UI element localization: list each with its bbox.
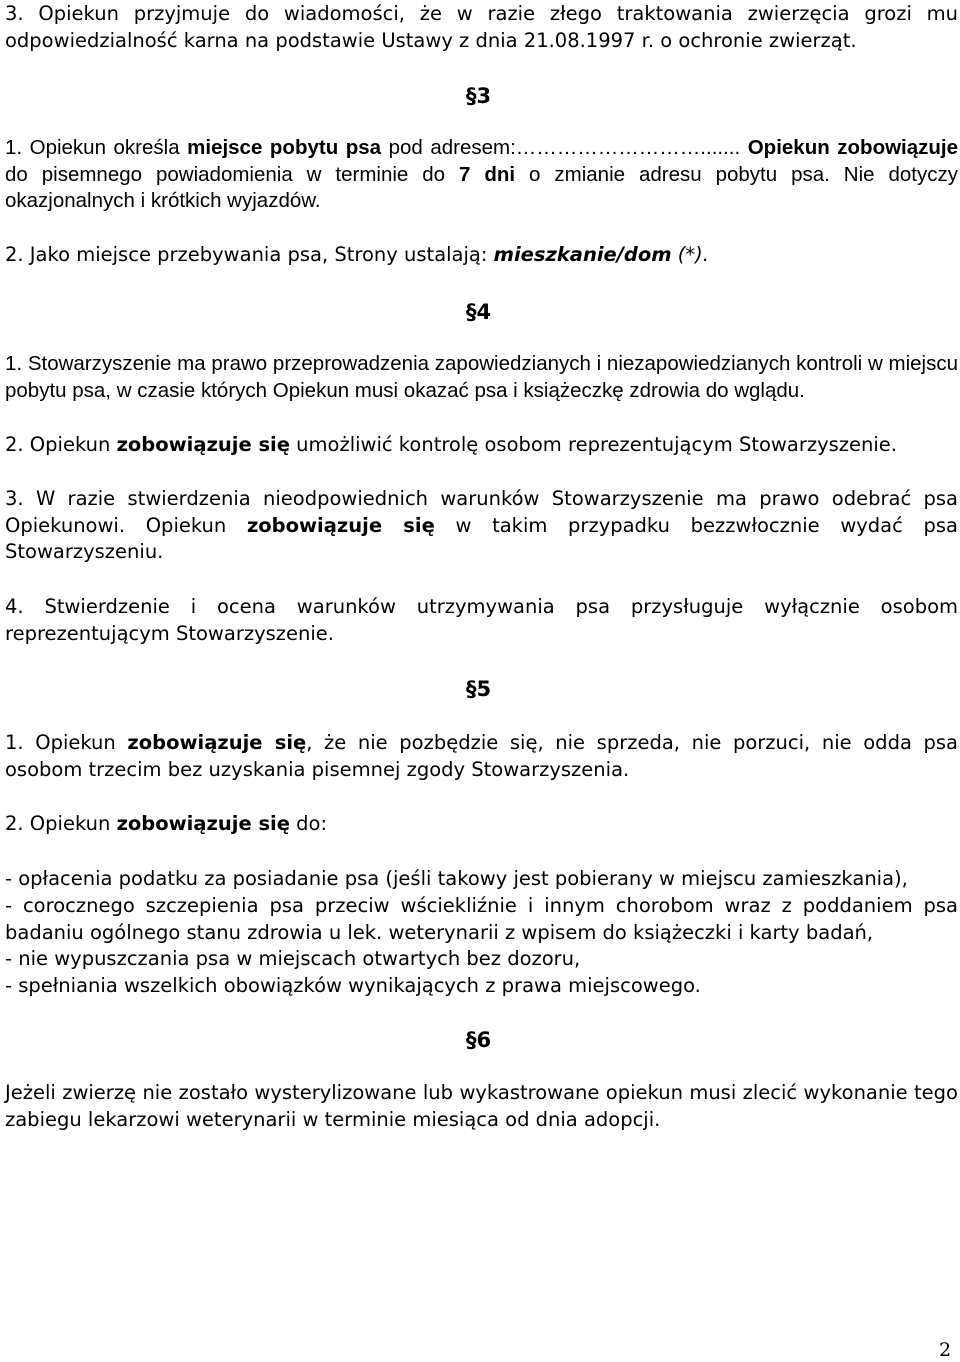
sec3-item1-text2: pod adresem:……………………….......: [381, 136, 741, 159]
sec3-item-1: [5, 135, 958, 215]
sec4-item-3: [5, 486, 958, 566]
page-number: 2: [939, 1339, 952, 1361]
section-heading-5: §5: [466, 677, 492, 701]
sec3-item1-bold2: Opiekun zobowiązuje: [747, 136, 959, 159]
sec3-item1-bold3: 7 dni: [459, 162, 516, 186]
sec5-item-2: [5, 811, 958, 838]
sec3-item2-bold-italic: mieszkanie/dom: [493, 243, 672, 266]
sec3-item1-text1: 1. Opiekun określa: [5, 136, 188, 159]
sec5-item1-text2: , że nie pozbędzie się, nie sprzeda, nie porzuci, nie odda psa osobom trzecim bez uzyskania pisemnej zgody Stowarzyszenia.: [5, 731, 958, 781]
sec3-item2-text1: 2. Jako miejsce przebywania psa, Strony ustalają:: [5, 243, 494, 266]
section-heading-4: §4: [466, 300, 492, 324]
sec3-item2-text2: (*).: [671, 243, 709, 266]
sec3-item1-text3: do pisemnego powiadomienia w terminie do: [5, 162, 460, 186]
clause-3-liability: 3. Opiekun przyjmuje do wiadomości, że w razie złego traktowania zwierzęcia grozi mu odpowiedzialność karna na podstawie Ustawy z dnia 21.08.1997 r. o ochronie zwierząt.: [5, 2, 958, 52]
sec5-bullet-4: - spełniania wszelkich obowiązków wynikających z prawa miejscowego.: [5, 974, 701, 997]
sec5-bullet-1: - opłacenia podatku za posiadanie psa (jeśli takowy jest pobierany w miejscu zamieszkania),: [5, 867, 908, 890]
sec3-item-2: [5, 242, 958, 269]
sec3-item1-text4: o zmianie adresu pobytu psa. Nie dotyczy okazjonalnych i krótkich wyjazdów.: [5, 162, 958, 212]
sec4-item2-text2: umożliwić kontrolę osobom reprezentującym Stowarzyszenie.: [289, 433, 897, 456]
sec4-item3-text2: w takim przypadku bezzwłocznie wydać psa Stowarzyszeniu.: [5, 513, 959, 563]
sec4-item2-text1: 2. Opiekun: [5, 433, 117, 456]
sec4-item3-bold: zobowiązuje się: [246, 513, 435, 537]
sec4-item-4: 4. Stwierdzenie i ocena warunków utrzymywania psa przysługuje wyłącznie osobom reprezentującym Stowarzyszenie.: [5, 595, 958, 645]
sec5-item1-bold: zobowiązuje się: [127, 731, 307, 754]
section-heading-6: §6: [466, 1028, 492, 1052]
sec5-item2-text1: 2. Opiekun: [5, 812, 117, 835]
sec5-bullet-2: - corocznego szczepienia psa przeciw wściekliźnie i innym chorobom wraz z poddaniem psa badaniu ogólnego stanu zdrowia u lek. weterynarii z wpisem do książeczki i karty badań,: [5, 894, 958, 944]
sec6-text: Jeżeli zwierzę nie zostało wysterylizowane lub wykastrowane opiekun musi zlecić wykonanie tego zabiegu lekarzowi weterynarii w terminie miesiąca od dnia adopcji.: [5, 1081, 958, 1131]
section-heading-3: §3: [466, 84, 492, 108]
sec5-bullet-3: - nie wypuszczania psa w miejscach otwartych bez dozoru,: [5, 947, 581, 970]
sec4-item3-text1: 3. W razie stwierdzenia nieodpowiednich warunków Stowarzyszenie ma prawo odebrać psa Opiekunowi. Opiekun: [5, 487, 958, 537]
sec4-item-2: [5, 432, 958, 459]
sec5-item-1: [5, 730, 958, 783]
sec4-item-1: 1. Stowarzyszenie ma prawo przeprowadzenia zapowiedzianych i niezapowiedzianych kontroli w miejscu pobytu psa, w czasie których Opiekun musi okazać psa i książeczkę zdrowia do wglądu.: [5, 352, 958, 402]
sec5-item1-text1: 1. Opiekun: [5, 731, 128, 754]
sec4-item2-bold: zobowiązuje się: [116, 433, 290, 456]
sec5-item2-text2: do:: [289, 812, 328, 835]
sec5-item2-bold: zobowiązuje się: [116, 812, 290, 835]
sec3-item1-bold1: miejsce pobytu psa: [187, 136, 382, 159]
